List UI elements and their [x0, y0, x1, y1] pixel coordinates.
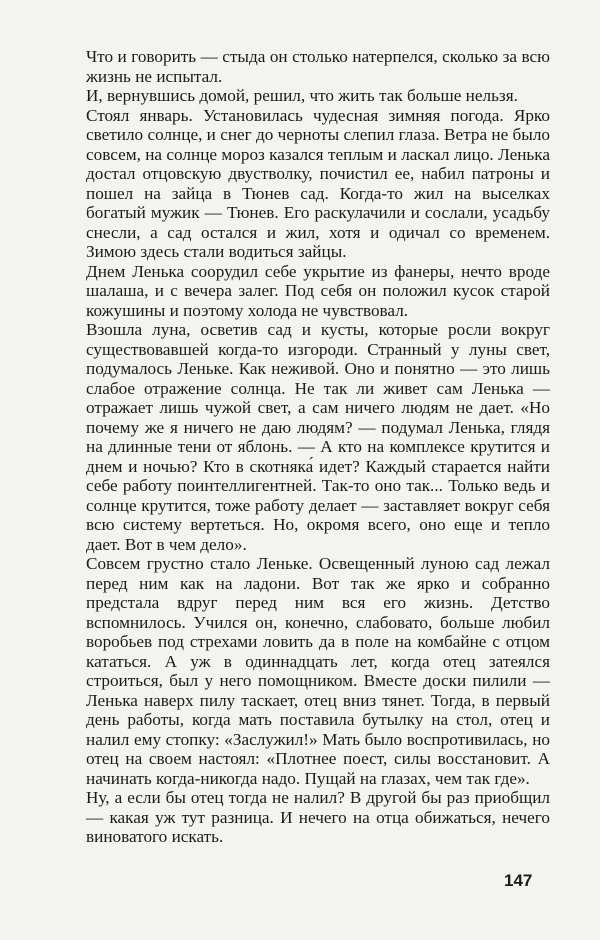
paragraph-6: Совсем грустно стало Леньке. Освещенный луною сад лежал перед ним как на ладони. Вот так же ярко и собранно предстала вдруг перед ним вся его жизнь. Детство вспомнилось. Учился он, конечно, слабовато, больше любил воробьев под стрехами ловить да в поле на комбайне с отцом кататься. А уж в одиннадцать лет, когда отец затеялся строиться, был у него помощником. Вместе доски пилили — Ленька наверх пилу таскает, отец вниз тянет. Тогда, в первый день работы, когда мать поставила бутылку на стол, отец и налил ему стопку: «Заслужил!» Мать было воспротивилась, но отец на своем настоял: «Плотнее поест, силы восстановит. А начинать когда-никогда надо. Пущай на глазах, чем так где».	[86, 554, 550, 788]
body-text	[86, 47, 550, 847]
paragraph-3: Стоял январь. Установилась чудесная зимняя погода. Ярко светило солнце, и снег до черноты слепил глаза. Ветра не было совсем, на солнце мороз казался теплым и ласкал лицо. Ленька достал отцовскую двустволку, почистил ее, набил патроны и пошел на зайца в Тюнев сад. Когда-то жил на выселках богатый мужик — Тюнев. Его раскулачили и сослали, усадьбу снесли, а сад остался и жил, хотя и одичал со временем. Зимою здесь стали водиться зайцы.	[86, 105, 550, 261]
paragraph-1: Что и говорить — стыда он столько натерпелся, сколько за всю жизнь не испытал.	[86, 47, 550, 86]
paragraph-7: Ну, а если бы отец тогда не налил? В другой бы раз приобщил — какая уж тут разница. И нечего на отца обижаться, нечего виноватого искать.	[86, 788, 550, 846]
paragraph-5: Взошла луна, осветив сад и кусты, которые росли вокруг существовавшей когда-то изгороди. Странный у луны свет, подумалось Леньке. Как неживой. Оно и понятно — это лишь слабое отражение солнца. Не так ли живет сам Ленька — отражает лишь чужой свет, а сам ничего людям не дает. «Но почему же я ничего не даю людям? — подумал Ленька, глядя на длинные тени от яблонь. — А кто на комплексе крутится и днем и ночью? Кто в скотняка́ идет? Каждый старается найти себе работу поинтеллигентней. Так-то оно так... Только ведь и солнце крутится, тоже работу делает — заставляет вокруг себя всю систему вертеться. Но, окромя всего, оно еще и тепло дает. Вот в чем дело».	[86, 320, 550, 554]
page-number: 147	[504, 871, 533, 890]
paragraph-4: Днем Ленька соорудил себе укрытие из фанеры, нечто вроде шалаша, и с вечера залег. Под себя он положил кусок старой кожушины и поэтому холода не чувствовал.	[86, 261, 550, 320]
paragraph-2: И, вернувшись домой, решил, что жить так больше нельзя.	[86, 86, 518, 105]
